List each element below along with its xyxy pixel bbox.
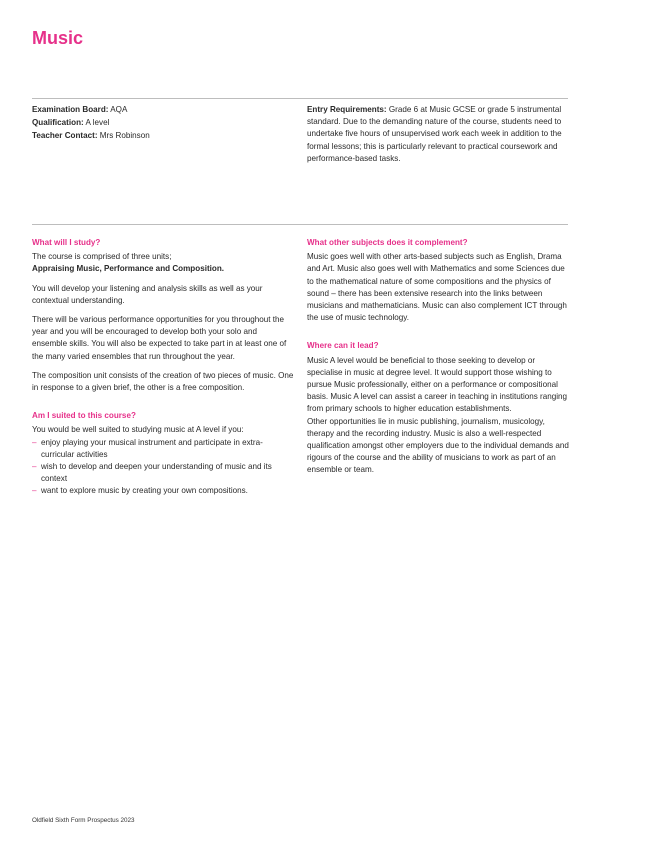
study-intro-paragraph: [32, 251, 294, 275]
top-divider: [32, 98, 568, 99]
study-heading: What will I study?: [32, 238, 101, 247]
entry-requirements-label: Entry Requirements:: [307, 105, 387, 114]
list-item: – enjoy playing your musical instrument and participate in extra-curricular activities: [32, 437, 263, 459]
qualification-label: Qualification:: [32, 118, 84, 128]
study-intro: The course is comprised of three units;: [32, 252, 172, 262]
exam-board-value: AQA: [110, 105, 128, 114]
dash-bullet: –: [32, 462, 37, 472]
study-units: Appraising Music, Performance and Composition.: [32, 264, 225, 274]
study-paragraph-4: The composition unit consists of the creation of two pieces of music. One in response to a given brief, the other is a free composition.: [32, 370, 294, 393]
dash-bullet: –: [32, 437, 37, 447]
entry-requirements-text: Grade 6 at Music GCSE or grade 5 instrumental standard. Due to the demanding nature of the course, students need to undertake five hours of unsupervised work each week in addition to the formal lessons; this is particularly relevant to practical coursework and performance-based tasks.: [307, 105, 562, 163]
suited-intro: You would be well suited to studying music at A level if you:: [32, 425, 244, 435]
page-title: Music: [32, 28, 84, 48]
lead-paragraph-1: Music A level would be beneficial to those seeking to develop or specialise in music at degree level. It would support those wishing to pursue Music professionally, either on a performance or compositional basis. Music A level can assist a career in teaching in institutions ranging from primary schools to higher education establishments.: [307, 355, 568, 414]
middle-divider: [32, 224, 568, 225]
lead-heading: Where can it lead?: [307, 341, 379, 351]
lead-paragraph-2: Other opportunities lie in music publishing, journalism, musicology, therapy and the recording industry. Music is also a well-respected qualification amongst other employers due to the individual demands and rigours of the course and the ability of musicians to work as part of an ensemble or team.: [307, 416, 569, 475]
list-item: – want to explore music by creating your own compositions.: [32, 485, 294, 497]
course-info: [32, 104, 294, 144]
qualification-value: A level: [85, 118, 110, 128]
left-column: [32, 237, 294, 498]
exam-board-line: [32, 104, 294, 116]
page-footer: Oldfield Sixth Form Prospectus 2023: [32, 817, 135, 824]
teacher-contact-line: [32, 130, 294, 142]
study-paragraph-3: There will be various performance opportunities for you throughout the year and you will be encouraged to develop both your solo and ensemble skills. You will also be expected to take part in at least one of the many varied ensembles that run throughout the year.: [32, 315, 287, 361]
teacher-contact-label: Teacher Contact:: [32, 131, 98, 141]
list-item: – wish to develop and deepen your understanding of music and its context: [32, 462, 272, 484]
study-paragraph-2: You will develop your listening and analysis skills as well as your contextual understanding.: [32, 283, 263, 305]
dash-bullet: –: [32, 486, 37, 496]
teacher-contact-value: Mrs Robinson: [99, 131, 150, 141]
complement-heading: What other subjects does it complement?: [307, 238, 468, 247]
right-column: [307, 237, 569, 477]
complement-text: Music goes well with other arts-based subjects such as English, Drama and Art. Music also goes well with Mathematics and some Sciences due to the mathematical nature of some compositions and the physics of sound – there has been extensive research into the links between musicians and mathematicians. Music can also complement ICT through the use of music technology.: [307, 252, 567, 323]
exam-board-label: Examination Board:: [32, 105, 109, 114]
suited-list: [32, 437, 294, 498]
suited-heading: Am I suited to this course?: [32, 411, 136, 421]
qualification-line: [32, 117, 294, 129]
entry-requirements: [307, 104, 569, 165]
